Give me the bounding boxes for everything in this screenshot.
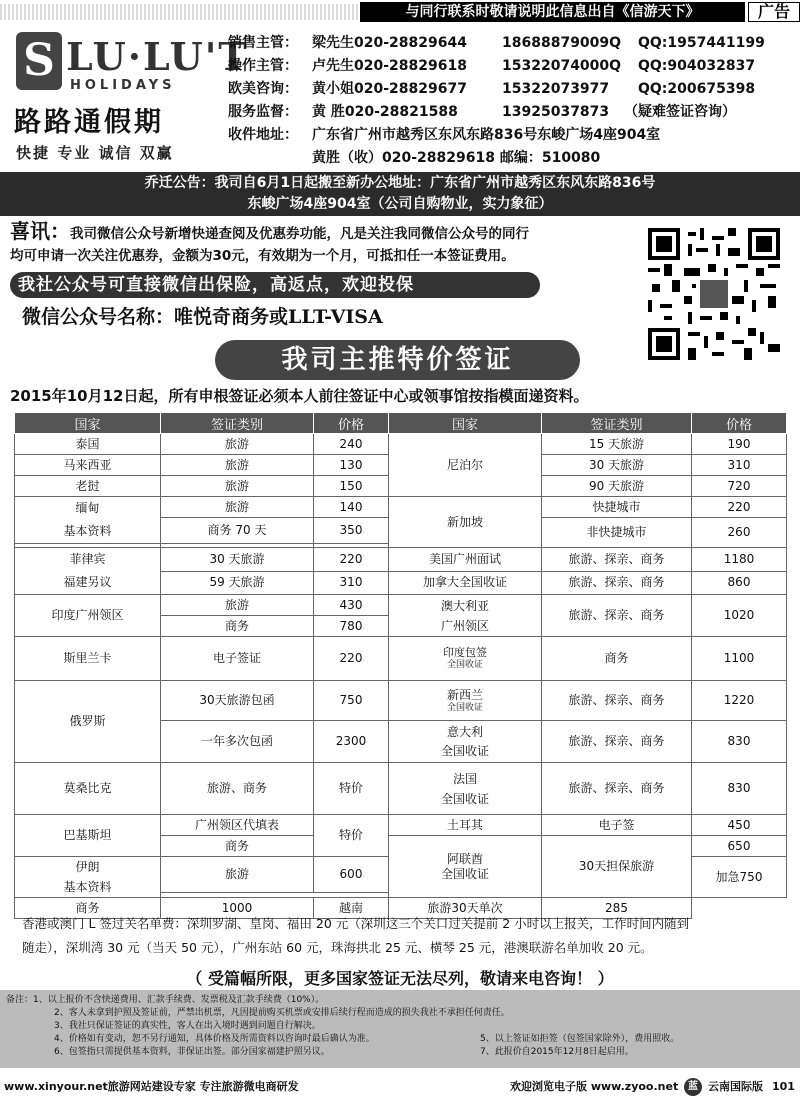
country-india: 印度广州领区 (15, 595, 161, 637)
header-country: 国家 (389, 413, 542, 434)
edition-badge-icon: 蓝 (684, 1078, 702, 1096)
table-row (15, 548, 787, 572)
country-name: 印度包签 (443, 646, 487, 659)
header-visa-type: 签证类别 (542, 413, 692, 434)
contact-row (228, 32, 800, 55)
table-row (15, 497, 787, 518)
visa-type: 59 天旅游 (161, 571, 314, 595)
contact-row (228, 55, 800, 78)
visa-type: 旅游、商务 (161, 763, 314, 815)
remarks (0, 990, 800, 1068)
visa-type: 商务 (161, 836, 314, 857)
contact-qq: （疑难签证咨询） (624, 104, 736, 120)
visa-price: 240 (314, 434, 389, 455)
logo-s-mark: S (16, 32, 62, 90)
visa-price: 780 (314, 616, 389, 637)
country-note: 基本资料 (63, 524, 112, 538)
visa-price: 600 (314, 857, 389, 893)
contact-list (228, 32, 800, 170)
visa-type: 旅游 (161, 476, 314, 497)
visa-price: 450 (692, 815, 787, 836)
relocation-line2: 东峻广场4座904室（公司自购物业，实力象征） (247, 196, 553, 212)
visa-price: 190 (692, 434, 787, 455)
visa-price: 220 (314, 637, 389, 681)
header (0, 24, 800, 172)
insurance-pill: 我社公众号可直接微信出保险，高返点，欢迎投保 (10, 272, 540, 298)
visa-type: 旅游 (161, 497, 314, 518)
remark: 备注：1、以上报价不含快递费用、汇款手续费、发票税及汇款手续费（10%）。 (6, 995, 325, 1005)
country-nepal: 尼泊尔 (389, 434, 542, 497)
country-note: 全国收证 (440, 866, 489, 881)
contact-person: 黄小姐020-28829677 (312, 81, 467, 97)
visa-type: 商务 (15, 898, 161, 919)
visa-type: 旅游、探亲、商务 (542, 595, 692, 637)
address-label: 收件地址： (228, 127, 298, 143)
visa-type: 90 天旅游 (542, 476, 692, 497)
country-india-package (389, 637, 542, 681)
visa-price: 220 (314, 548, 389, 572)
contact-label: 操作主管： (228, 58, 298, 74)
country-newzealand (389, 681, 542, 721)
header-visa-type: 签证类别 (161, 413, 314, 434)
visa-type: 广州领区代填表 (161, 815, 314, 836)
contact-person: 卢先生020-28829618 (312, 58, 467, 74)
table-row (15, 681, 787, 721)
edition-name: 云南国际版 (708, 1080, 763, 1093)
contact-row (228, 101, 800, 124)
contact-label: 销售主管： (228, 35, 298, 51)
country-name: 菲律宾 (69, 552, 106, 566)
remark: 2、客人未拿到护照及签证前，严禁出机票，凡因提前购买机票或安排后续行程而造成的损失我社不承担任何责任。 (54, 1008, 510, 1018)
contact-label: 欧美咨询： (228, 81, 298, 97)
visa-type: 30 天旅游 (161, 548, 314, 572)
country-uae (389, 836, 542, 898)
country-note: 全国收证 (446, 660, 483, 670)
country-note: 广州领区 (440, 618, 489, 633)
logo-holidays: HOLIDAYS (70, 78, 176, 93)
visa-type: 旅游 (161, 857, 314, 893)
contact-person: 黄 胜020-28821588 (312, 104, 458, 120)
country-srilanka: 斯里兰卡 (15, 637, 161, 681)
visa-price: 2300 (314, 721, 389, 763)
visa-price: 430 (314, 595, 389, 616)
contact-person: 梁先生020-28829644 (312, 35, 467, 51)
visa-price: 1100 (692, 637, 787, 681)
visa-price: 350 (314, 518, 389, 544)
logo-tagline: 快捷 专业 诚信 双赢 (16, 144, 174, 162)
country-france (389, 763, 542, 815)
visa-type: 30天旅游包函 (161, 681, 314, 721)
country-pakistan: 巴基斯坦 (15, 815, 161, 857)
visa-price: 830 (692, 763, 787, 815)
country-russia: 俄罗斯 (15, 681, 161, 763)
logo-brand: LU·LU'T (66, 34, 249, 79)
contact-qq: QQ:1957441199 (638, 35, 765, 51)
country-singapore: 新加坡 (389, 497, 542, 548)
header-price: 价格 (314, 413, 389, 434)
visa-price: 1180 (692, 548, 787, 572)
visa-type: 旅游、探亲、商务 (542, 721, 692, 763)
country-mozambique: 莫桑比克 (15, 763, 161, 815)
contact-qq: QQ:904032837 (638, 58, 756, 74)
country-name: 法国 (452, 771, 477, 786)
country-malaysia: 马来西亚 (15, 455, 161, 476)
remark: 6、包签指只需提供基本资料，非保证出签。部分国家福建护照另议。 (54, 1047, 330, 1057)
country-note: 全国收证 (440, 743, 489, 758)
visa-type: 旅游30天单次 (389, 898, 542, 919)
country-note: 福建另议 (63, 575, 112, 589)
hk-macau-note (22, 912, 782, 960)
country-turkey: 土耳其 (389, 815, 542, 836)
country-vietnam: 越南 (314, 898, 389, 919)
hk-line1: 香港或澳门 L 签过关名单费：深圳罗湖、皇岗、福田 20 元（深圳这三个关口过关提前 2 小时以上报关，工作时间内随到 (22, 916, 690, 931)
address-line1: 广东省广州市越秀区东风东路836号东峻广场4座904室 (312, 127, 661, 143)
visa-type: 电子签证 (161, 637, 314, 681)
logo-chinese-name: 路路通假期 (14, 107, 164, 138)
visa-price: 310 (314, 571, 389, 595)
hk-line2: 随走），深圳湾 30 元（当天 50 元），广州东站 60 元，珠海拱北 25 元、横琴 25 元，港澳联游名单加收 20 元。 (22, 940, 653, 955)
visa-type: 30天担保旅游 (542, 836, 692, 898)
remark: 3、我社只保证签证的真实性，客人在出入境时遇到问题自行解决。 (54, 1021, 321, 1031)
visa-type: 商务 (542, 637, 692, 681)
footer (0, 1076, 800, 1098)
footer-ebook-link[interactable]: 欢迎浏览电子版 www.zyoo.net (510, 1080, 679, 1093)
company-logo (6, 32, 249, 170)
remark: 5、以上签证如拒签（包签国家除外），费用照收。 (480, 1034, 680, 1044)
country-iran (15, 857, 161, 898)
contact-mobile: 18688879009Q (502, 35, 622, 51)
source-notice: 与同行联系时敬请说明此信息出自《信游天下》 (360, 2, 745, 22)
visa-price: 1000 (161, 898, 314, 919)
country-note: 基本资料 (63, 880, 112, 894)
country-canada: 加拿大全国收证 (389, 571, 542, 595)
wechat-account-name: 微信公众号名称：唯悦奇商务或LLT-VISA (22, 306, 383, 328)
visa-type: 商务 (161, 616, 314, 637)
country-name: 澳大利亚 (440, 598, 489, 613)
visa-price: 150 (314, 476, 389, 497)
table-row (15, 763, 787, 815)
visa-price: 860 (692, 571, 787, 595)
remark: 7、此报价自2015年12月8日起启用。 (480, 1047, 634, 1057)
visa-type: 旅游、探亲、商务 (542, 571, 692, 595)
contact-label: 服务监督： (228, 104, 298, 120)
visa-price: 650 (692, 836, 787, 857)
visa-price: 1020 (692, 595, 787, 637)
schengen-announcement: 2015年10月12日起，所有申根签证必须本人前往签证中心或领事馆按指模面递资料。 (10, 387, 589, 405)
visa-type: 旅游、探亲、商务 (542, 681, 692, 721)
visa-type: 快捷城市 (542, 497, 692, 518)
table-header-row (15, 413, 787, 434)
visa-price: 特价 (314, 815, 389, 857)
country-name: 新西兰 (446, 687, 483, 702)
relocation-line1: 乔迁公告：我司自6月1日起搬至新办公地址：广东省广州市越秀区东风东路836号 (144, 175, 656, 191)
table-row (15, 637, 787, 681)
visa-price: 750 (314, 681, 389, 721)
news-line2: 均可申请一次关注优惠券，金额为30元，有效期为一个月，可抵扣任一本签证费用。 (10, 248, 515, 264)
country-australia (389, 595, 542, 637)
visa-price: 130 (314, 455, 389, 476)
visa-price: 310 (692, 455, 787, 476)
footer-website-link[interactable]: www.xinyour.net旅游网站建设专家 专注旅游微电商研发 (4, 1080, 299, 1093)
country-philippines (15, 548, 161, 595)
country-name: 阿联酋 (446, 851, 483, 866)
visa-price-table (14, 412, 787, 919)
good-news (10, 220, 640, 267)
news-tag: 喜讯： (10, 219, 70, 243)
contact-qq: QQ:200675398 (638, 81, 756, 97)
table-row (15, 815, 787, 836)
visa-type: 15 天旅游 (542, 434, 692, 455)
remark: 4、价格如有变动，恕不另行通知，具体价格及所需资料以咨询时最后确认为准。 (54, 1034, 375, 1044)
visa-price: 特价 (314, 763, 389, 815)
address-row (228, 147, 800, 170)
country-name: 意大利 (446, 724, 483, 739)
visa-type: 旅游、探亲、商务 (542, 763, 692, 815)
country-thailand: 泰国 (15, 434, 161, 455)
country-myanmar (15, 497, 161, 544)
qr-code-icon[interactable] (648, 228, 780, 360)
decorative-stripe (0, 4, 360, 20)
news-line1: 我司微信公众号新增快递查阅及优惠券功能，凡是关注我同微信公众号的同行 (70, 226, 529, 242)
table-row (15, 434, 787, 455)
visa-type: 30 天旅游 (542, 455, 692, 476)
visa-type: 电子签 (542, 815, 692, 836)
relocation-notice (0, 172, 800, 216)
country-laos: 老挝 (15, 476, 161, 497)
promo-banner: 我司主推特价签证 (215, 340, 580, 380)
contact-mobile: 15322073977 (502, 81, 610, 97)
visa-type: 旅游、探亲、商务 (542, 548, 692, 572)
visa-type: 旅游 (161, 434, 314, 455)
visa-price: 1220 (692, 681, 787, 721)
visa-price: 830 (692, 721, 787, 763)
page-number: 101 (772, 1080, 795, 1093)
visa-price: 140 (314, 497, 389, 518)
contact-row (228, 78, 800, 101)
address-row (228, 124, 800, 147)
country-note: 全国收证 (446, 702, 483, 713)
country-usa: 美国广州面试 (389, 548, 542, 572)
visa-price: 加急750 (692, 857, 787, 898)
country-note: 全国收证 (440, 791, 489, 806)
country-italy (389, 721, 542, 763)
ad-label: 广告 (748, 2, 800, 22)
more-info-note: （ 受篇幅所限，更多国家签证无法尽列，敬请来电咨询！ ） (186, 969, 614, 988)
visa-type: 旅游 (161, 455, 314, 476)
visa-type: 旅游 (161, 595, 314, 616)
country-name: 缅甸 (75, 501, 100, 515)
top-banner (0, 0, 800, 24)
visa-type: 非快捷城市 (542, 518, 692, 548)
visa-price: 720 (692, 476, 787, 497)
visa-price: 285 (542, 898, 692, 919)
visa-price: 220 (692, 497, 787, 518)
country-name: 伊朗 (75, 860, 100, 874)
header-price: 价格 (692, 413, 787, 434)
header-country: 国家 (15, 413, 161, 434)
address-line2: 黄胜（收）020-28829618 邮编：510080 (312, 150, 601, 166)
visa-type: 商务 70 天 (161, 518, 314, 544)
table-row (15, 595, 787, 616)
visa-type: 一年多次包函 (161, 721, 314, 763)
visa-price: 260 (692, 518, 787, 548)
contact-mobile: 15322074000Q (502, 58, 622, 74)
contact-mobile: 13925037873 (502, 104, 610, 120)
